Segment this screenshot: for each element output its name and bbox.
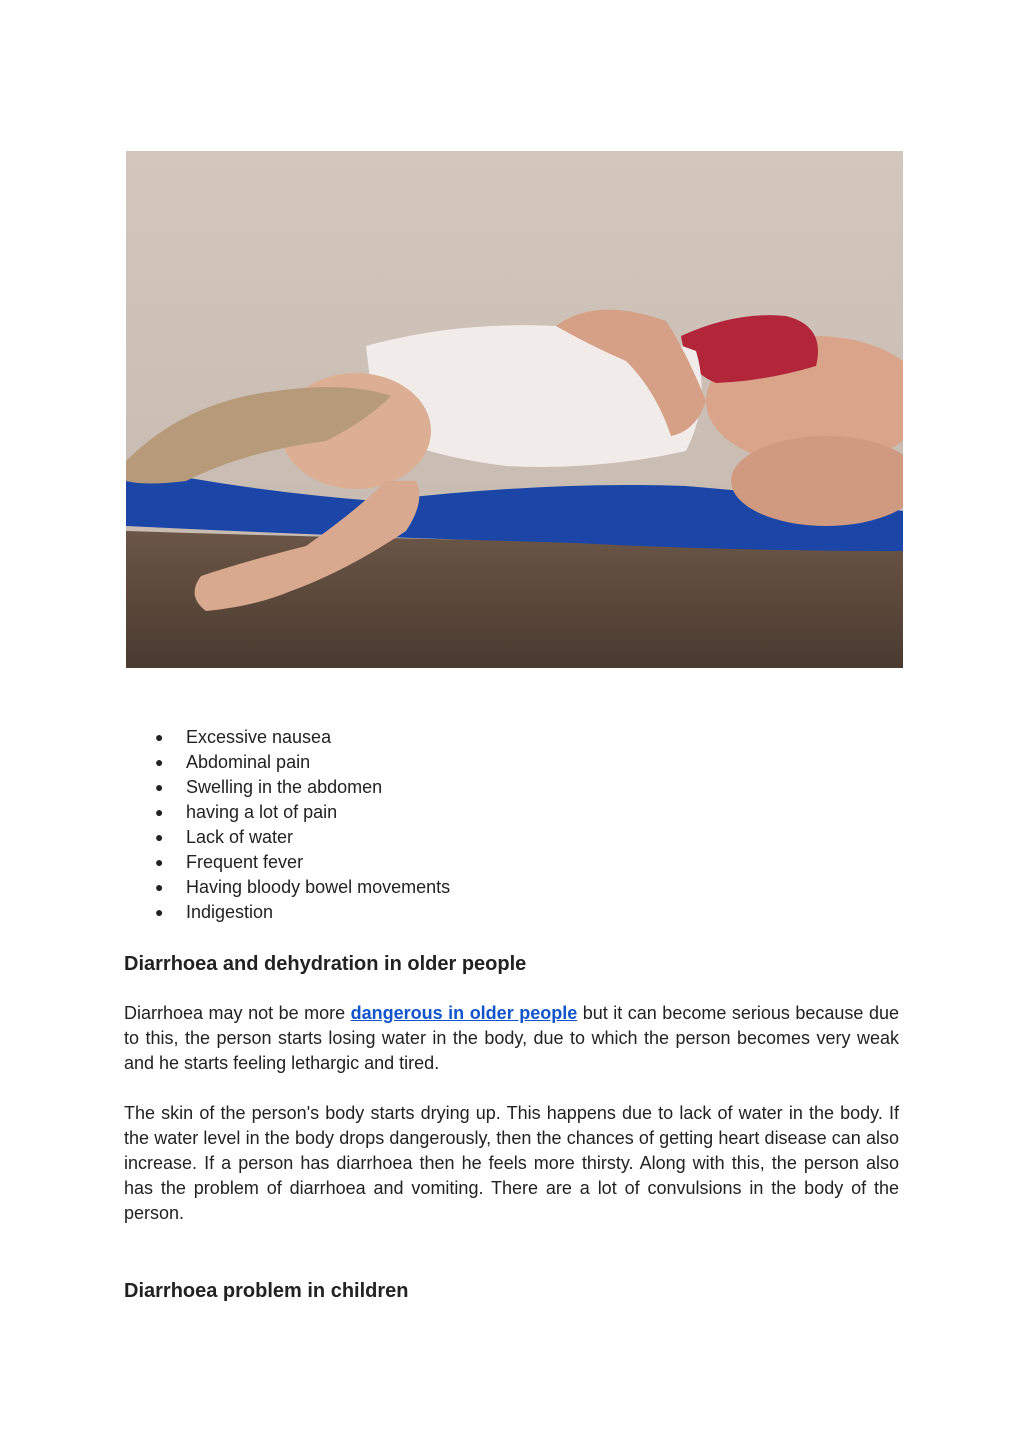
symptom-text: Excessive nausea	[186, 727, 332, 747]
symptom-text: Abdominal pain	[186, 752, 311, 772]
bullet-icon: ●	[155, 904, 164, 920]
list-item	[124, 900, 450, 925]
bullet-icon: ●	[155, 879, 164, 895]
list-item	[124, 800, 450, 825]
paragraph-older-people-2: The skin of the person's body starts drying up. This happens due to lack of water in the body. If the water level in the body drops dangerously, then the chances of getting heart disease can also increase. If a person has diarrhoea then he feels more thirsty. Along with this, the person also has the problem of diarrhoea and vomiting. There are a lot of convulsions in the body of the person.	[124, 1103, 899, 1223]
list-item	[124, 850, 450, 875]
dangerous-in-older-people-link[interactable]: dangerous in older people	[350, 1003, 578, 1023]
symptom-text: Having bloody bowel movements	[186, 877, 451, 897]
paragraph-text: Diarrhoea may not be more	[124, 1003, 351, 1023]
woman-with-abdominal-pain-photo	[126, 151, 903, 668]
symptom-text: Swelling in the abdomen	[186, 777, 383, 797]
symptom-text: Frequent fever	[186, 852, 304, 872]
symptom-text: Indigestion	[186, 902, 274, 922]
section-heading-older-people: Diarrhoea and dehydration in older people	[124, 953, 527, 975]
symptom-text: having a lot of pain	[186, 802, 338, 822]
symptom-text: Lack of water	[186, 827, 294, 847]
list-item	[124, 775, 450, 800]
bullet-icon: ●	[155, 754, 164, 770]
paragraph-older-people-1	[124, 1001, 899, 1076]
list-item	[124, 750, 450, 775]
paragraph-text: but it can become serious because due to this, the person starts losing water in the body, due to which the person becomes very weak and he starts feeling lethargic and tired.	[124, 1003, 899, 1073]
section-heading-children: Diarrhoea problem in children	[124, 1280, 409, 1302]
list-item	[124, 725, 450, 750]
bullet-icon: ●	[155, 854, 164, 870]
bullet-icon: ●	[155, 729, 164, 745]
bullet-icon: ●	[155, 779, 164, 795]
list-item	[124, 825, 450, 850]
symptom-list	[124, 725, 450, 925]
list-item	[124, 875, 450, 900]
bullet-icon: ●	[155, 804, 164, 820]
bullet-icon: ●	[155, 829, 164, 845]
